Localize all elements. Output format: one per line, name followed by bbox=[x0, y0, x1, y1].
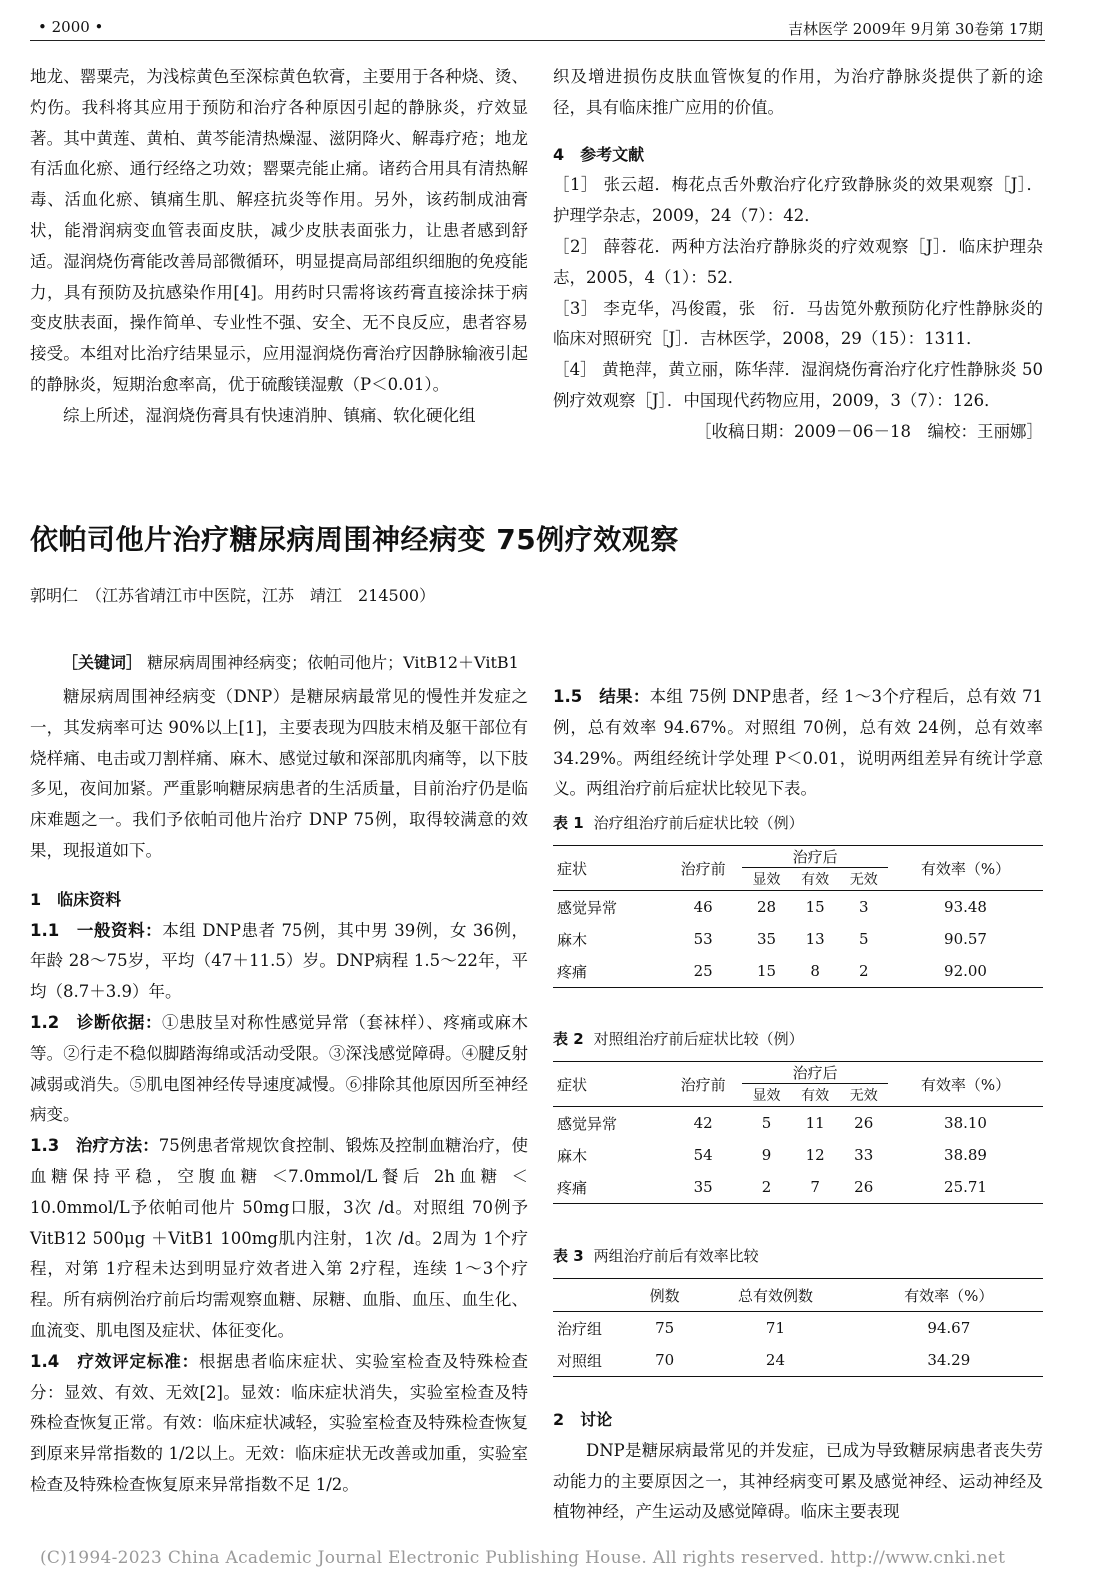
cell: 15 bbox=[805, 898, 825, 916]
col-header bbox=[553, 1279, 633, 1312]
col-header: 有效 bbox=[791, 1084, 840, 1107]
reference-item: ［3］ 李克华，冯俊霞，张 衍．马齿笕外敷预防化疗性静脉炎的临床对照研究［J］．吉林医学，2008，29（15）：1311． bbox=[553, 298, 1043, 349]
subsection-text: 本组 DNP患者 75例，其中男 39例，女 36例，年龄 28～75岁，平均（47＋11.5）岁。DNP病程 1.5～22年，平均（8.7＋3.9）年。 bbox=[30, 920, 528, 1002]
cell: 34.29 bbox=[927, 1351, 971, 1369]
cell: 92.00 bbox=[944, 962, 987, 980]
table-row bbox=[553, 1139, 1043, 1171]
table-row bbox=[553, 1171, 1043, 1204]
subsection-text: 根据患者临床症状、实验室检查及特殊检查分：显效、有效、无效[2]。显效：临床症状消失，实验室检查及特殊检查恢复正常。有效：临床症状减轻，实验室检查及特殊检查恢复到原来异常指数的 1/2以上。无效：临床症状无改善或加重，实验室检查及特殊检查恢复原来异常指数不足 1/2。 bbox=[30, 1351, 529, 1494]
table-row bbox=[553, 1312, 1043, 1345]
table-caption bbox=[553, 1245, 1043, 1266]
subsection-heading: 1.2 诊断依据： bbox=[30, 1012, 162, 1032]
cell: 26 bbox=[854, 1114, 874, 1132]
cell: 94.67 bbox=[927, 1319, 971, 1337]
references-heading: 4 参考文献 bbox=[553, 144, 645, 164]
cell: 对照组 bbox=[557, 1351, 603, 1370]
keywords-text: 糖尿病周围神经病变；依帕司他片；VitB12＋VitB1 bbox=[147, 653, 519, 672]
article-right-column bbox=[553, 682, 1043, 805]
keywords bbox=[62, 650, 519, 673]
subsection-text: 本组 75例 DNP患者，经 1～3个疗程后，总有效 71例，总有效率 94.67%。对照组 70例，总有效 24例，总有效率 34.29%。两组经统计学处理 P＜0.01，说明两组差异有统计学意义。两组治疗前后症状比较见下表。 bbox=[553, 687, 1043, 799]
col-header: 症状 bbox=[553, 846, 664, 891]
table-caption-text: 对照组治疗前后症状比较（例） bbox=[593, 1030, 804, 1048]
article-left-column bbox=[30, 682, 528, 1501]
cell: 70 bbox=[655, 1351, 675, 1369]
section-heading: 2 讨论 bbox=[553, 1410, 613, 1429]
journal-info: 吉林医学 2009年 9月第 30卷第 17期 bbox=[788, 20, 1043, 38]
table-row bbox=[553, 891, 1043, 924]
cell: 53 bbox=[693, 930, 713, 948]
section-heading: 1 临床资料 bbox=[30, 889, 122, 909]
cell: 38.10 bbox=[944, 1114, 987, 1132]
cell: 疼痛 bbox=[557, 1178, 588, 1197]
table-caption-text: 两组治疗前后有效率比较 bbox=[593, 1247, 759, 1265]
table-caption bbox=[553, 1028, 1043, 1049]
subsection-heading: 1.5 结果： bbox=[553, 687, 650, 706]
cell: 28 bbox=[756, 898, 777, 916]
col-header: 治疗前 bbox=[664, 846, 742, 891]
header-rule bbox=[30, 40, 1045, 41]
cell: 71 bbox=[765, 1319, 786, 1337]
prev-paragraph: 综上所述，湿润烧伤膏具有快速消肿、镇痛、软化硬化组 bbox=[63, 405, 476, 425]
cell: 46 bbox=[693, 898, 713, 916]
cell: 90.57 bbox=[944, 930, 987, 948]
subsection-heading: 1.4 疗效评定标准： bbox=[30, 1351, 199, 1371]
subsection-text: 75例患者常规饮食控制、锻炼及控制血糖治疗，使血糖保持平稳，空腹血糖 ＜7.0mmol/L餐后 2h血糖 ＜10.0mmol/L予依帕司他片 50mg口服，3次 /d。对照组 70例予 VitB12 500μg ＋VitB1 100mg肌内注射，1次 /d。2周为 1个疗程，对第 1疗程未达到明显疗效者进入第 2疗程，连续 1～3个疗程。所有病例治疗前后均需观察血糖、尿糖、血脂、血压、血生化、血流变、肌电图及症状、体征变化。 bbox=[30, 1136, 528, 1340]
subsection-heading: 1.3 治疗方法： bbox=[30, 1136, 159, 1156]
table-number: 表 2 bbox=[553, 1030, 584, 1048]
reference-item: ［1］ 张云超．梅花点舌外敷治疗化疗致静脉炎的效果观察［J］．护理学杂志，2009，24（7）：42． bbox=[553, 175, 1043, 226]
cell: 26 bbox=[854, 1178, 874, 1196]
cell: 75 bbox=[655, 1319, 675, 1337]
subsection-heading: 1.1 一般资料： bbox=[30, 920, 163, 940]
col-header: 总有效例数 bbox=[696, 1279, 854, 1312]
cell: 5 bbox=[858, 930, 869, 948]
cell: 麻木 bbox=[557, 1146, 588, 1165]
discussion-paragraph: DNP是糖尿病最常见的并发症，已成为导致糖尿病患者丧失劳动能力的主要原因之一，其神经病变可累及感觉神经、运动神经及植物神经，产生运动及感觉障碍。临床主要表现 bbox=[553, 1440, 1043, 1522]
table-number: 表 1 bbox=[553, 814, 584, 832]
cell: 治疗组 bbox=[557, 1319, 603, 1338]
cell: 2 bbox=[761, 1178, 772, 1196]
cell: 9 bbox=[761, 1146, 772, 1164]
col-header: 治疗后 bbox=[742, 846, 888, 868]
table-number: 表 3 bbox=[553, 1247, 584, 1265]
table-row bbox=[553, 1107, 1043, 1140]
copyright-watermark: (C)1994-2023 China Academic Journal Electronic Publishing House. All rights reserved. http://www.cnki.net bbox=[40, 1548, 1006, 1568]
cell: 8 bbox=[810, 962, 820, 980]
cell: 15 bbox=[756, 962, 777, 980]
cell: 疼痛 bbox=[557, 962, 588, 981]
cell: 2 bbox=[858, 962, 869, 980]
page-number: • 2000 • bbox=[38, 18, 104, 36]
intro-paragraph: 糖尿病周围神经病变（DNP）是糖尿病最常见的慢性并发症之一，其发病率可达 90%以上[1]，主要表现为四肢末梢及躯干部位有烧样痛、电击或刀割样痛、麻木、感觉过敏和深部肌肉痛等，以下肢多见，夜间加紧。严重影响糖尿病患者的生活质量，目前治疗仍是临床难题之一。我们予依帕司他片治疗 DNP 75例，取得较满意的效果，现报道如下。 bbox=[30, 687, 528, 860]
cell: 11 bbox=[805, 1114, 825, 1132]
table-3 bbox=[553, 1245, 1043, 1377]
cell: 麻木 bbox=[557, 930, 588, 949]
prev-paragraph: 地龙、罂粟壳，为浅棕黄色至深棕黄色软膏，主要用于各种烧、烫、灼伤。我科将其应用于预防和治疗各种原因引起的静脉炎，疗效显著。其中黄莲、黄柏、黄芩能清热燥湿、滋阴降火、解毒疗疮；地龙有活血化瘀、通行经络之功效；罂粟壳能止痛。诸药合用具有清热解毒、活血化瘀、镇痛生肌、解痉抗炎等作用。另外，该药制成油膏状，能滑润病变血管表面皮肤，减少皮肤表面张力，让患者感到舒适。湿润烧伤膏能改善局部微循环，明显提高局部组织细胞的免疫能力，具有预防及抗感染作用[4]。用药时只需将该药膏直接涂抹于病变皮肤表面，操作简单、专业性不强、安全、无不良反应，患者容易接受。本组对比治疗结果显示，应用湿润烧伤膏治疗因静脉输液引起的静脉炎，短期治愈率高，优于硫酸镁湿敷（P＜0.01）。 bbox=[30, 67, 528, 394]
cell: 54 bbox=[693, 1146, 713, 1164]
reference-item: ［4］ 黄艳萍，黄立丽，陈华萍．湿润烧伤膏治疗化疗性静脉炎 50例疗效观察［J］．中国现代药物应用，2009，3（7）：126． bbox=[553, 360, 1043, 410]
table-row bbox=[553, 923, 1043, 955]
cell: 25 bbox=[693, 962, 713, 980]
table-1 bbox=[553, 812, 1043, 988]
table-caption bbox=[553, 812, 1043, 833]
col-header: 例数 bbox=[633, 1279, 696, 1312]
col-header: 治疗前 bbox=[664, 1062, 742, 1107]
table-row bbox=[553, 1344, 1043, 1377]
table-caption-text: 治疗组治疗前后症状比较（例） bbox=[593, 814, 804, 832]
subsection-text: ①患肢呈对称性感觉异常（套袜样）、疼痛或麻木等。②行走不稳似脚踏海绵或活动受限。③深浅感觉障碍。④腱反射减弱或消失。⑤肌电图神经传导速度减慢。⑥排除其他原因所至神经病变。 bbox=[30, 1012, 528, 1125]
prev-article-left bbox=[30, 62, 528, 432]
cell: 25.71 bbox=[944, 1178, 987, 1196]
col-header: 有效率（%） bbox=[888, 1062, 1043, 1107]
table-row bbox=[553, 955, 1043, 988]
col-header: 有效 bbox=[791, 868, 840, 891]
col-header: 有效率（%） bbox=[855, 1279, 1043, 1312]
author-affiliation: 郭明仁 （江苏省靖江市中医院，江苏 靖江 214500） bbox=[30, 586, 436, 605]
col-header: 显效 bbox=[742, 868, 791, 891]
discussion bbox=[553, 1405, 1043, 1528]
cell: 42 bbox=[693, 1114, 713, 1132]
cell: 12 bbox=[805, 1146, 825, 1164]
cell: 感觉异常 bbox=[557, 1114, 618, 1133]
col-header: 症状 bbox=[553, 1062, 664, 1107]
cell: 感觉异常 bbox=[557, 898, 618, 917]
reference-item: ［2］ 薛蓉花．两种方法治疗静脉炎的疗效观察［J］．临床护理杂志，2005，4（1）：52． bbox=[553, 236, 1043, 287]
col-header: 治疗后 bbox=[742, 1062, 888, 1084]
cell: 35 bbox=[693, 1178, 713, 1196]
keywords-label: ［关键词］ bbox=[62, 653, 143, 672]
table-2 bbox=[553, 1028, 1043, 1204]
prev-conclusion: 织及增进损伤皮肤血管恢复的作用，为治疗静脉炎提供了新的途径，具有临床推广应用的价值。 bbox=[553, 67, 1043, 117]
cell: 3 bbox=[858, 898, 869, 916]
cell: 24 bbox=[765, 1351, 786, 1369]
cell: 33 bbox=[854, 1146, 874, 1164]
cell: 7 bbox=[810, 1178, 820, 1196]
col-header: 无效 bbox=[839, 1084, 888, 1107]
col-header: 显效 bbox=[742, 1084, 791, 1107]
cell: 13 bbox=[805, 930, 825, 948]
cell: 5 bbox=[761, 1114, 772, 1132]
col-header: 无效 bbox=[839, 868, 888, 891]
cell: 93.48 bbox=[944, 898, 987, 916]
col-header: 有效率（%） bbox=[888, 846, 1043, 891]
cell: 35 bbox=[756, 930, 777, 948]
prev-article-right bbox=[553, 62, 1043, 448]
received-date: ［收稿日期：2009－06－18 编校：王丽娜］ bbox=[695, 421, 1043, 441]
article-title: 依帕司他片治疗糖尿病周围神经病变 75例疗效观察 bbox=[30, 523, 679, 556]
cell: 38.89 bbox=[944, 1146, 987, 1164]
